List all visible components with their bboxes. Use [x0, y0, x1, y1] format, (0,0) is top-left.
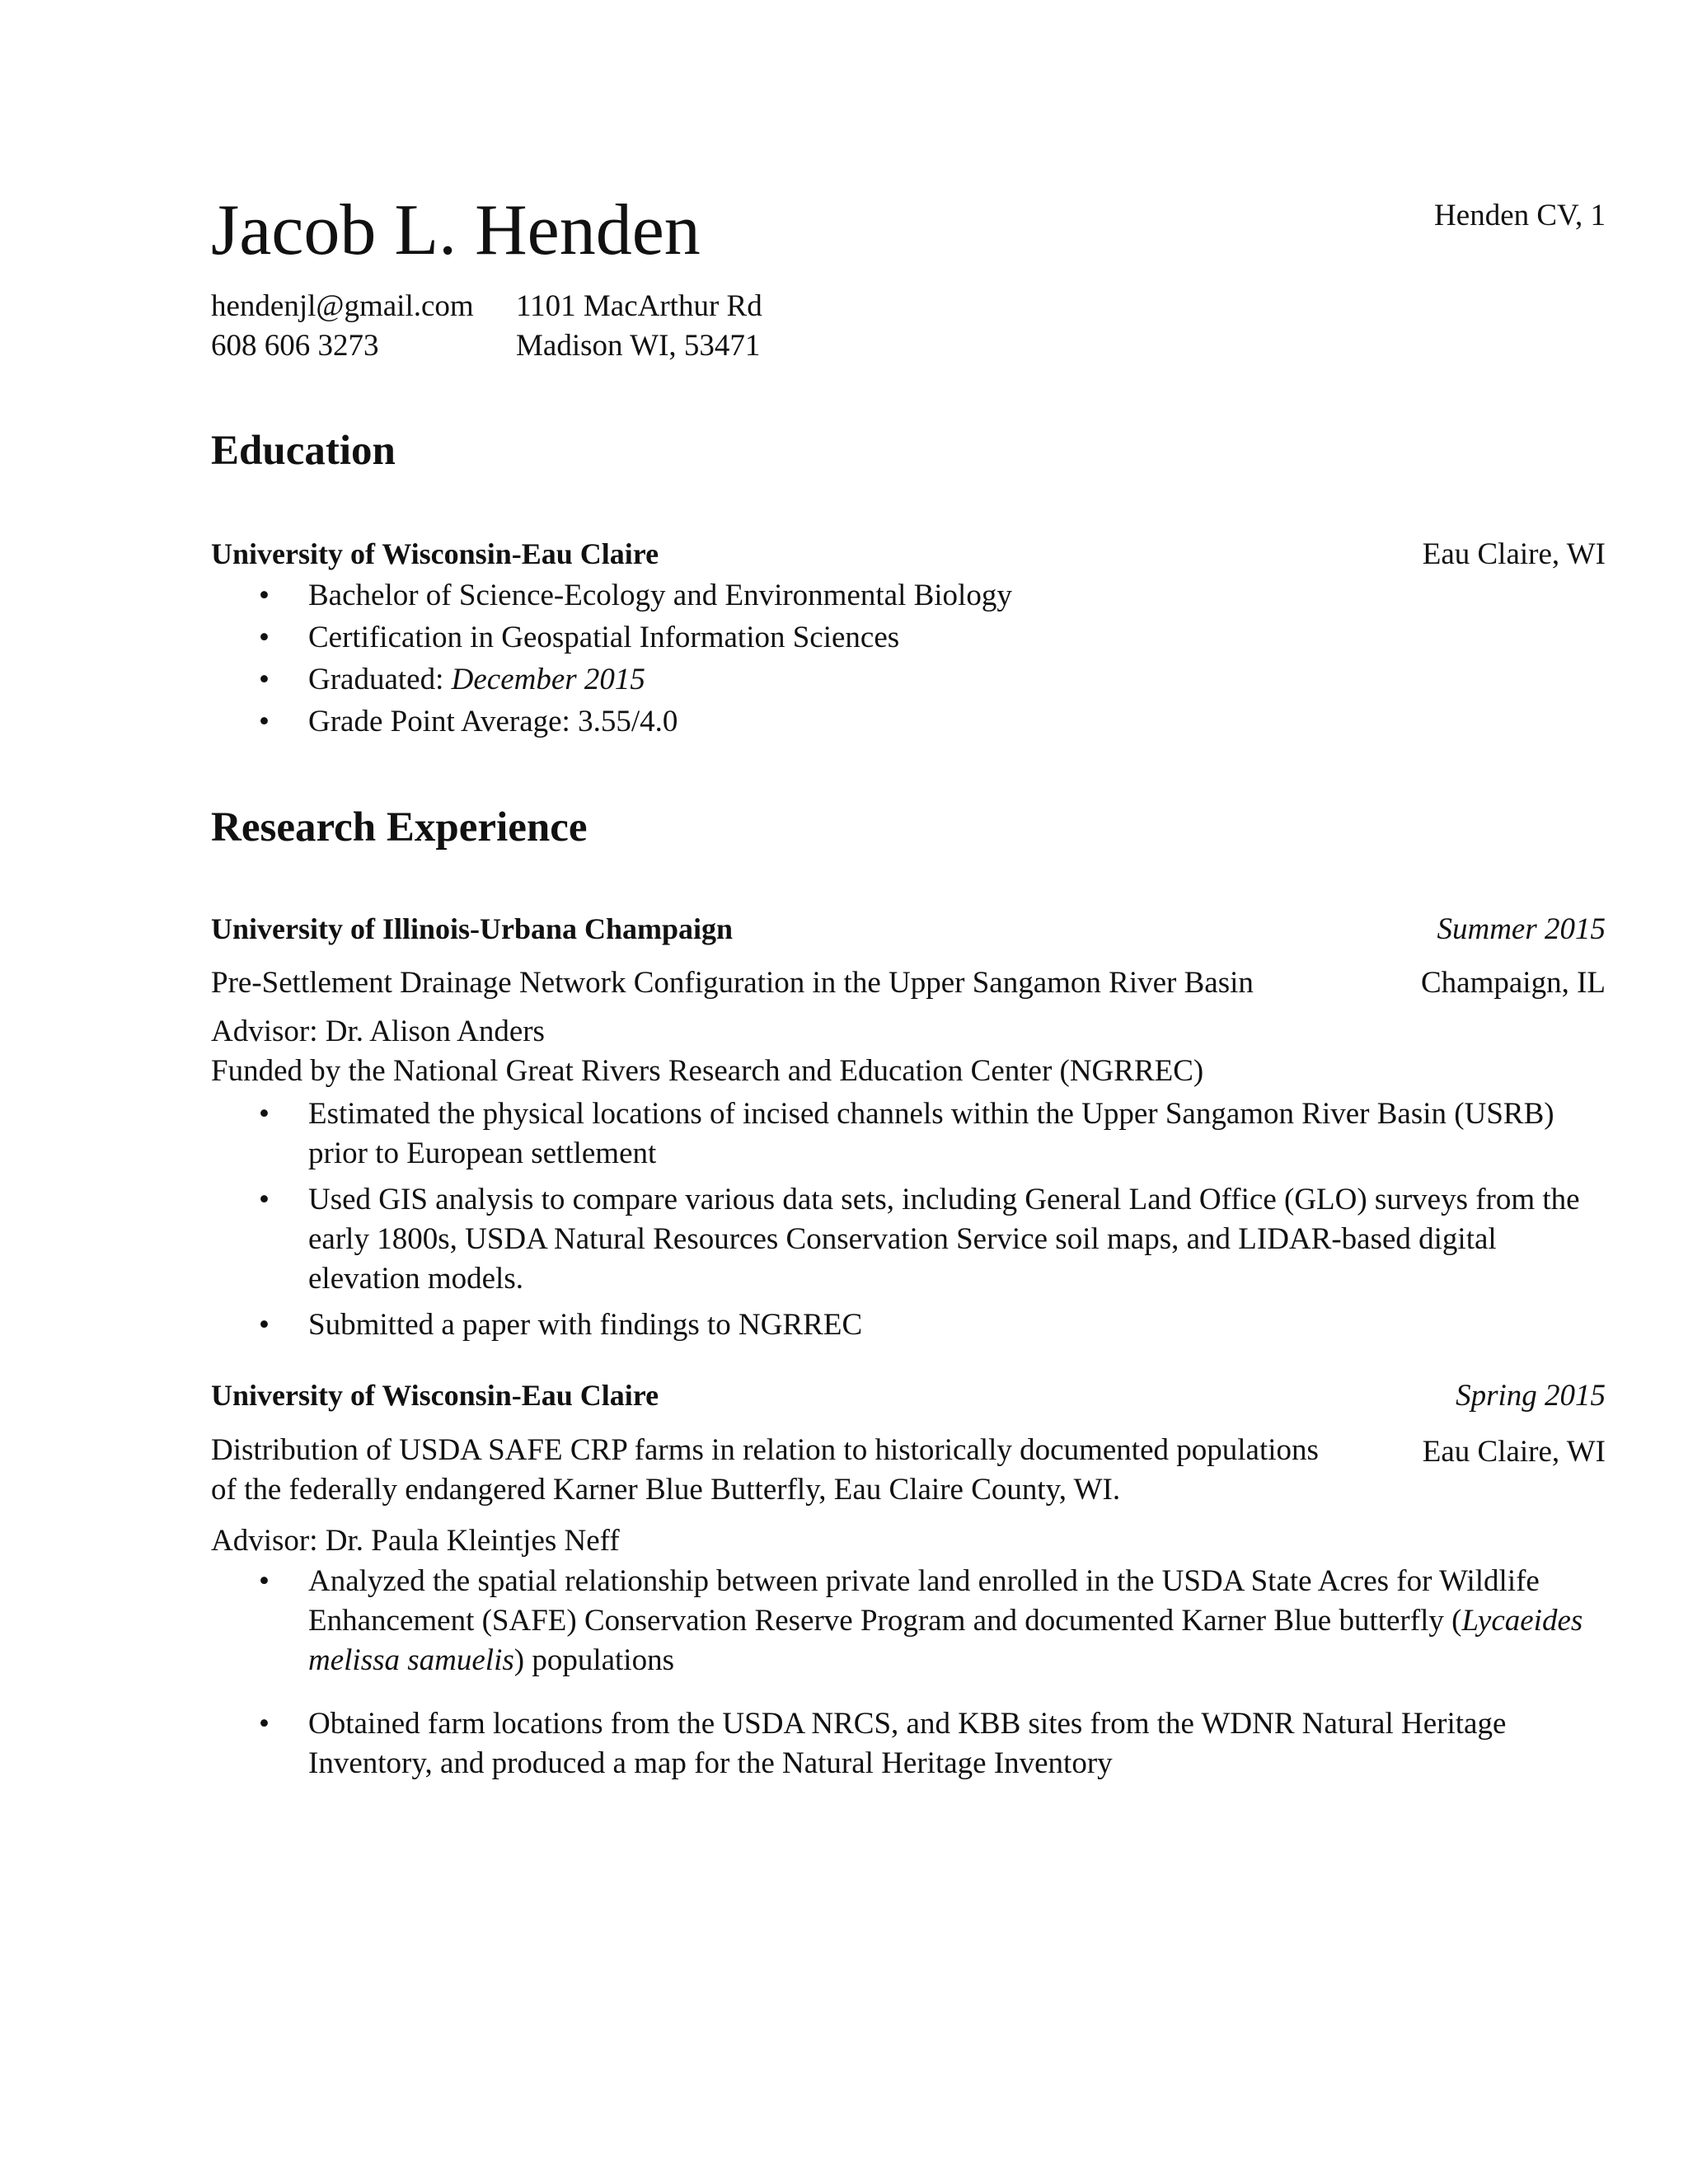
- research-entry-1-bullets: [211, 1094, 1596, 1345]
- candidate-name: Jacob L. Henden: [211, 190, 701, 270]
- education-org: University of Wisconsin-Eau Claire: [211, 537, 659, 570]
- list-item: • Used GIS analysis to compare various data sets, including General Land Office (GLO) surveys from the early 1800s, USDA Natural Resources Conservation Service soil maps, and LIDAR-based digital elevation models.: [211, 1180, 1596, 1299]
- research-entry-2-bullets: [211, 1562, 1596, 1783]
- education-bullets: [211, 574, 1612, 743]
- research-entry-2-advisor: Advisor: Dr. Paula Kleintjes Neff: [211, 1524, 620, 1558]
- education-heading: Education: [211, 428, 396, 474]
- research-entry-1-funding: Funded by the National Great Rivers Research and Education Center (NGRREC): [211, 1054, 1204, 1088]
- contact-column-left: [211, 287, 474, 366]
- research-entry-2-date: Spring 2015: [1456, 1379, 1606, 1413]
- address-line-1: 1101 MacArthur Rd: [516, 289, 762, 323]
- research-entry-2-location: Eau Claire, WI: [1422, 1435, 1606, 1469]
- research-entry-1-details: [211, 1012, 1203, 1091]
- address-line-2: Madison WI, 53471: [516, 329, 761, 363]
- research-entry-1-location: Champaign, IL: [1420, 966, 1606, 1000]
- research-entry-1-title: Pre-Settlement Drainage Network Configuration in the Upper Sangamon River Basin: [211, 966, 1254, 1000]
- contact-column-right: [516, 287, 762, 366]
- email-text: hendenjl@gmail.com: [211, 289, 474, 323]
- education-location: Eau Claire, WI: [1422, 537, 1606, 571]
- research-entry-2-org: University of Wisconsin-Eau Claire: [211, 1379, 659, 1412]
- list-item: • Certification in Geospatial Information Sciences: [211, 616, 1612, 658]
- list-item: • Submitted a paper with findings to NGRREC: [211, 1305, 1596, 1345]
- research-entry-1-org: University of Illinois-Urbana Champaign: [211, 912, 734, 945]
- list-item: • Estimated the physical locations of incised channels within the Upper Sangamon River Basin (USRB) prior to European settlement: [211, 1094, 1596, 1174]
- list-item: • Obtained farm locations from the USDA NRCS, and KBB sites from the WDNR Natural Heritage Inventory, and produced a map for the Natural Heritage Inventory: [211, 1704, 1596, 1783]
- research-heading: Research Experience: [211, 804, 588, 851]
- graduation-date: December 2015: [451, 663, 645, 696]
- research-entry-1-date: Summer 2015: [1437, 912, 1606, 946]
- page-header-label: Henden CV, 1: [1434, 199, 1606, 232]
- list-item: • Graduated: December 2015: [211, 658, 1612, 701]
- list-item: • Grade Point Average: 3.55/4.0: [211, 701, 1612, 743]
- list-item: • Analyzed the spatial relationship between private land enrolled in the USDA State Acres for Wildlife Enhancement (SAFE) Conservation Reserve Program and documented Karner Blue butterfly (Lycaeides melissa samuelis) populations: [211, 1562, 1596, 1680]
- research-entry-2-title: Distribution of USDA SAFE CRP farms in relation to historically documented populations of the federally endangered Karner Blue Butterfly, Eau Claire County, WI.: [211, 1433, 1319, 1507]
- research-entry-1-advisor: Advisor: Dr. Alison Anders: [211, 1015, 545, 1048]
- species-name: Lycaeides melissa samuelis: [308, 1604, 1583, 1677]
- list-item: • Bachelor of Science-Ecology and Environmental Biology: [211, 574, 1612, 616]
- phone-text: 608 606 3273: [211, 329, 379, 363]
